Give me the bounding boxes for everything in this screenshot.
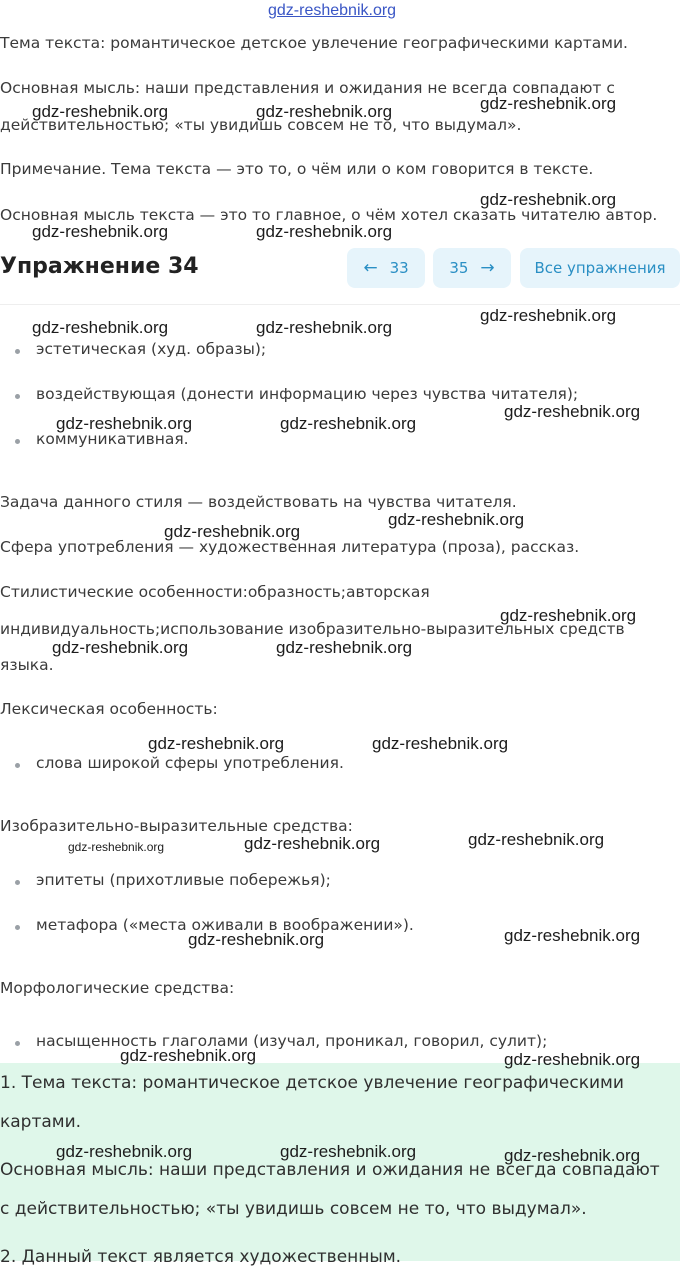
watermark-text: gdz-reshebnik.org: [480, 306, 617, 325]
style-sphere: Сфера употребления — художественная литература (проза), рассказ.: [0, 538, 580, 556]
watermark-text: gdz-reshebnik.org: [468, 830, 605, 849]
bullet-dot: [15, 439, 20, 444]
style-features-line-3: языка.: [0, 656, 54, 674]
list-item-text: насыщенность глаголами (изучал, проникал, говорил, сулит);: [36, 1032, 548, 1050]
watermark-text: gdz-reshebnik.org: [504, 1050, 641, 1069]
style-task: Задача данного стиля — воздействовать на чувства читателя.: [0, 493, 517, 511]
bullet-dot: [15, 925, 20, 930]
answer-line-2: картами.: [0, 1112, 82, 1132]
style-features-line-1: Стилистические особенности:образность;авторская: [0, 583, 430, 601]
main-idea-definition: Основная мысль текста — это то главное, о чём хотел сказать читателю автор.: [0, 206, 658, 224]
answer-line-5: 2. Данный текст является художественным.: [0, 1247, 402, 1267]
watermark-text: gdz-reshebnik.org: [504, 1146, 641, 1165]
watermark-text: gdz-reshebnik.org: [276, 638, 413, 657]
watermark-text: gdz-reshebnik.org: [504, 402, 641, 421]
next-exercise-label: 35: [449, 259, 469, 277]
prev-exercise-label: 33: [389, 259, 409, 277]
watermark-text: gdz-reshebnik.org: [52, 638, 189, 657]
main-idea-line-2: действительностью; «ты увидишь совсем не то, что выдумал».: [0, 116, 522, 134]
prev-exercise-button[interactable]: [347, 248, 425, 288]
watermark-text: gdz-reshebnik.org: [480, 94, 617, 113]
watermark-text: gdz-reshebnik.org: [32, 222, 169, 241]
watermark-text: gdz-reshebnik.org: [56, 1142, 193, 1161]
watermark-text: gdz-reshebnik.org: [120, 1046, 257, 1065]
watermark-text: gdz-reshebnik.org: [500, 606, 637, 625]
watermark-text: gdz-reshebnik.org: [372, 734, 509, 753]
answer-line-4: с действительностью; «ты увидишь совсем не то, что выдумал».: [0, 1199, 587, 1219]
watermark-text: gdz-reshebnik.org: [280, 414, 417, 433]
watermark-text: gdz-reshebnik.org: [32, 102, 169, 121]
list-item-text: метафора («места оживали в воображении»).: [36, 916, 414, 934]
theme-text: Тема текста: романтическое детское увлечение географическими картами.: [0, 34, 628, 52]
watermark-text: gdz-reshebnik.org: [480, 190, 617, 209]
list-item-text: коммуникативная.: [36, 430, 189, 448]
arrow-right-icon: →: [480, 258, 495, 278]
style-features-line-2: индивидуальность;использование изобразительно-выразительных средств: [0, 620, 625, 638]
main-idea-line-1: Основная мысль: наши представления и ожидания не всегда совпадают с: [0, 79, 615, 97]
bullet-dot: [15, 349, 20, 354]
bullet-dot: [15, 880, 20, 885]
bullet-dot: [15, 1041, 20, 1046]
watermark-text: gdz-reshebnik.org: [256, 318, 393, 337]
answer-line-3: Основная мысль: наши представления и ожидания не всегда совпадают: [0, 1160, 660, 1180]
list-item-text: эстетическая (худ. образы);: [36, 340, 267, 358]
all-exercises-label: Все упражнения: [534, 259, 666, 277]
arrow-left-icon: ←: [363, 258, 378, 278]
list-item-text: слова широкой сферы употребления.: [36, 754, 344, 772]
watermark-text: gdz-reshebnik.org: [148, 734, 285, 753]
bullet-dot: [15, 763, 20, 768]
watermark-text: gdz-reshebnik.org: [504, 926, 641, 945]
next-exercise-button[interactable]: [433, 248, 511, 288]
all-exercises-button[interactable]: [520, 248, 680, 288]
watermark-text: gdz-reshebnik.org: [388, 510, 525, 529]
means-title: Изобразительно-выразительные средства:: [0, 817, 353, 835]
watermark-text: gdz-reshebnik.org: [280, 1142, 417, 1161]
watermark-text: gdz-reshebnik.org: [188, 930, 325, 949]
watermark-text: gdz-reshebnik.org: [56, 414, 193, 433]
list-item-text: воздействующая (донести информацию через чувства читателя);: [36, 385, 579, 403]
answer-line-1: 1. Тема текста: романтическое детское увлечение географическими: [0, 1073, 624, 1093]
watermark-text: gdz-reshebnik.org: [256, 102, 393, 121]
bullet-dot: [15, 394, 20, 399]
watermark-text: gdz-reshebnik.org: [32, 318, 169, 337]
watermark-text: gdz-reshebnik.org: [256, 222, 393, 241]
header-divider: [0, 304, 680, 305]
watermark-text: gdz-reshebnik.org: [164, 522, 301, 541]
morph-title: Морфологические средства:: [0, 979, 235, 997]
list-item-text: эпитеты (прихотливые побережья);: [36, 871, 331, 889]
note-text: Примечание. Тема текста — это то, о чём или о ком говорится в тексте.: [0, 160, 594, 178]
lexical-title: Лексическая особенность:: [0, 700, 218, 718]
watermark-text: gdz-reshebnik.org: [244, 834, 381, 853]
exercise-title: Упражнение 34: [0, 254, 199, 279]
site-watermark-link[interactable]: gdz-reshebnik.org: [268, 2, 397, 19]
watermark-text: gdz-reshebnik.org: [68, 840, 165, 854]
